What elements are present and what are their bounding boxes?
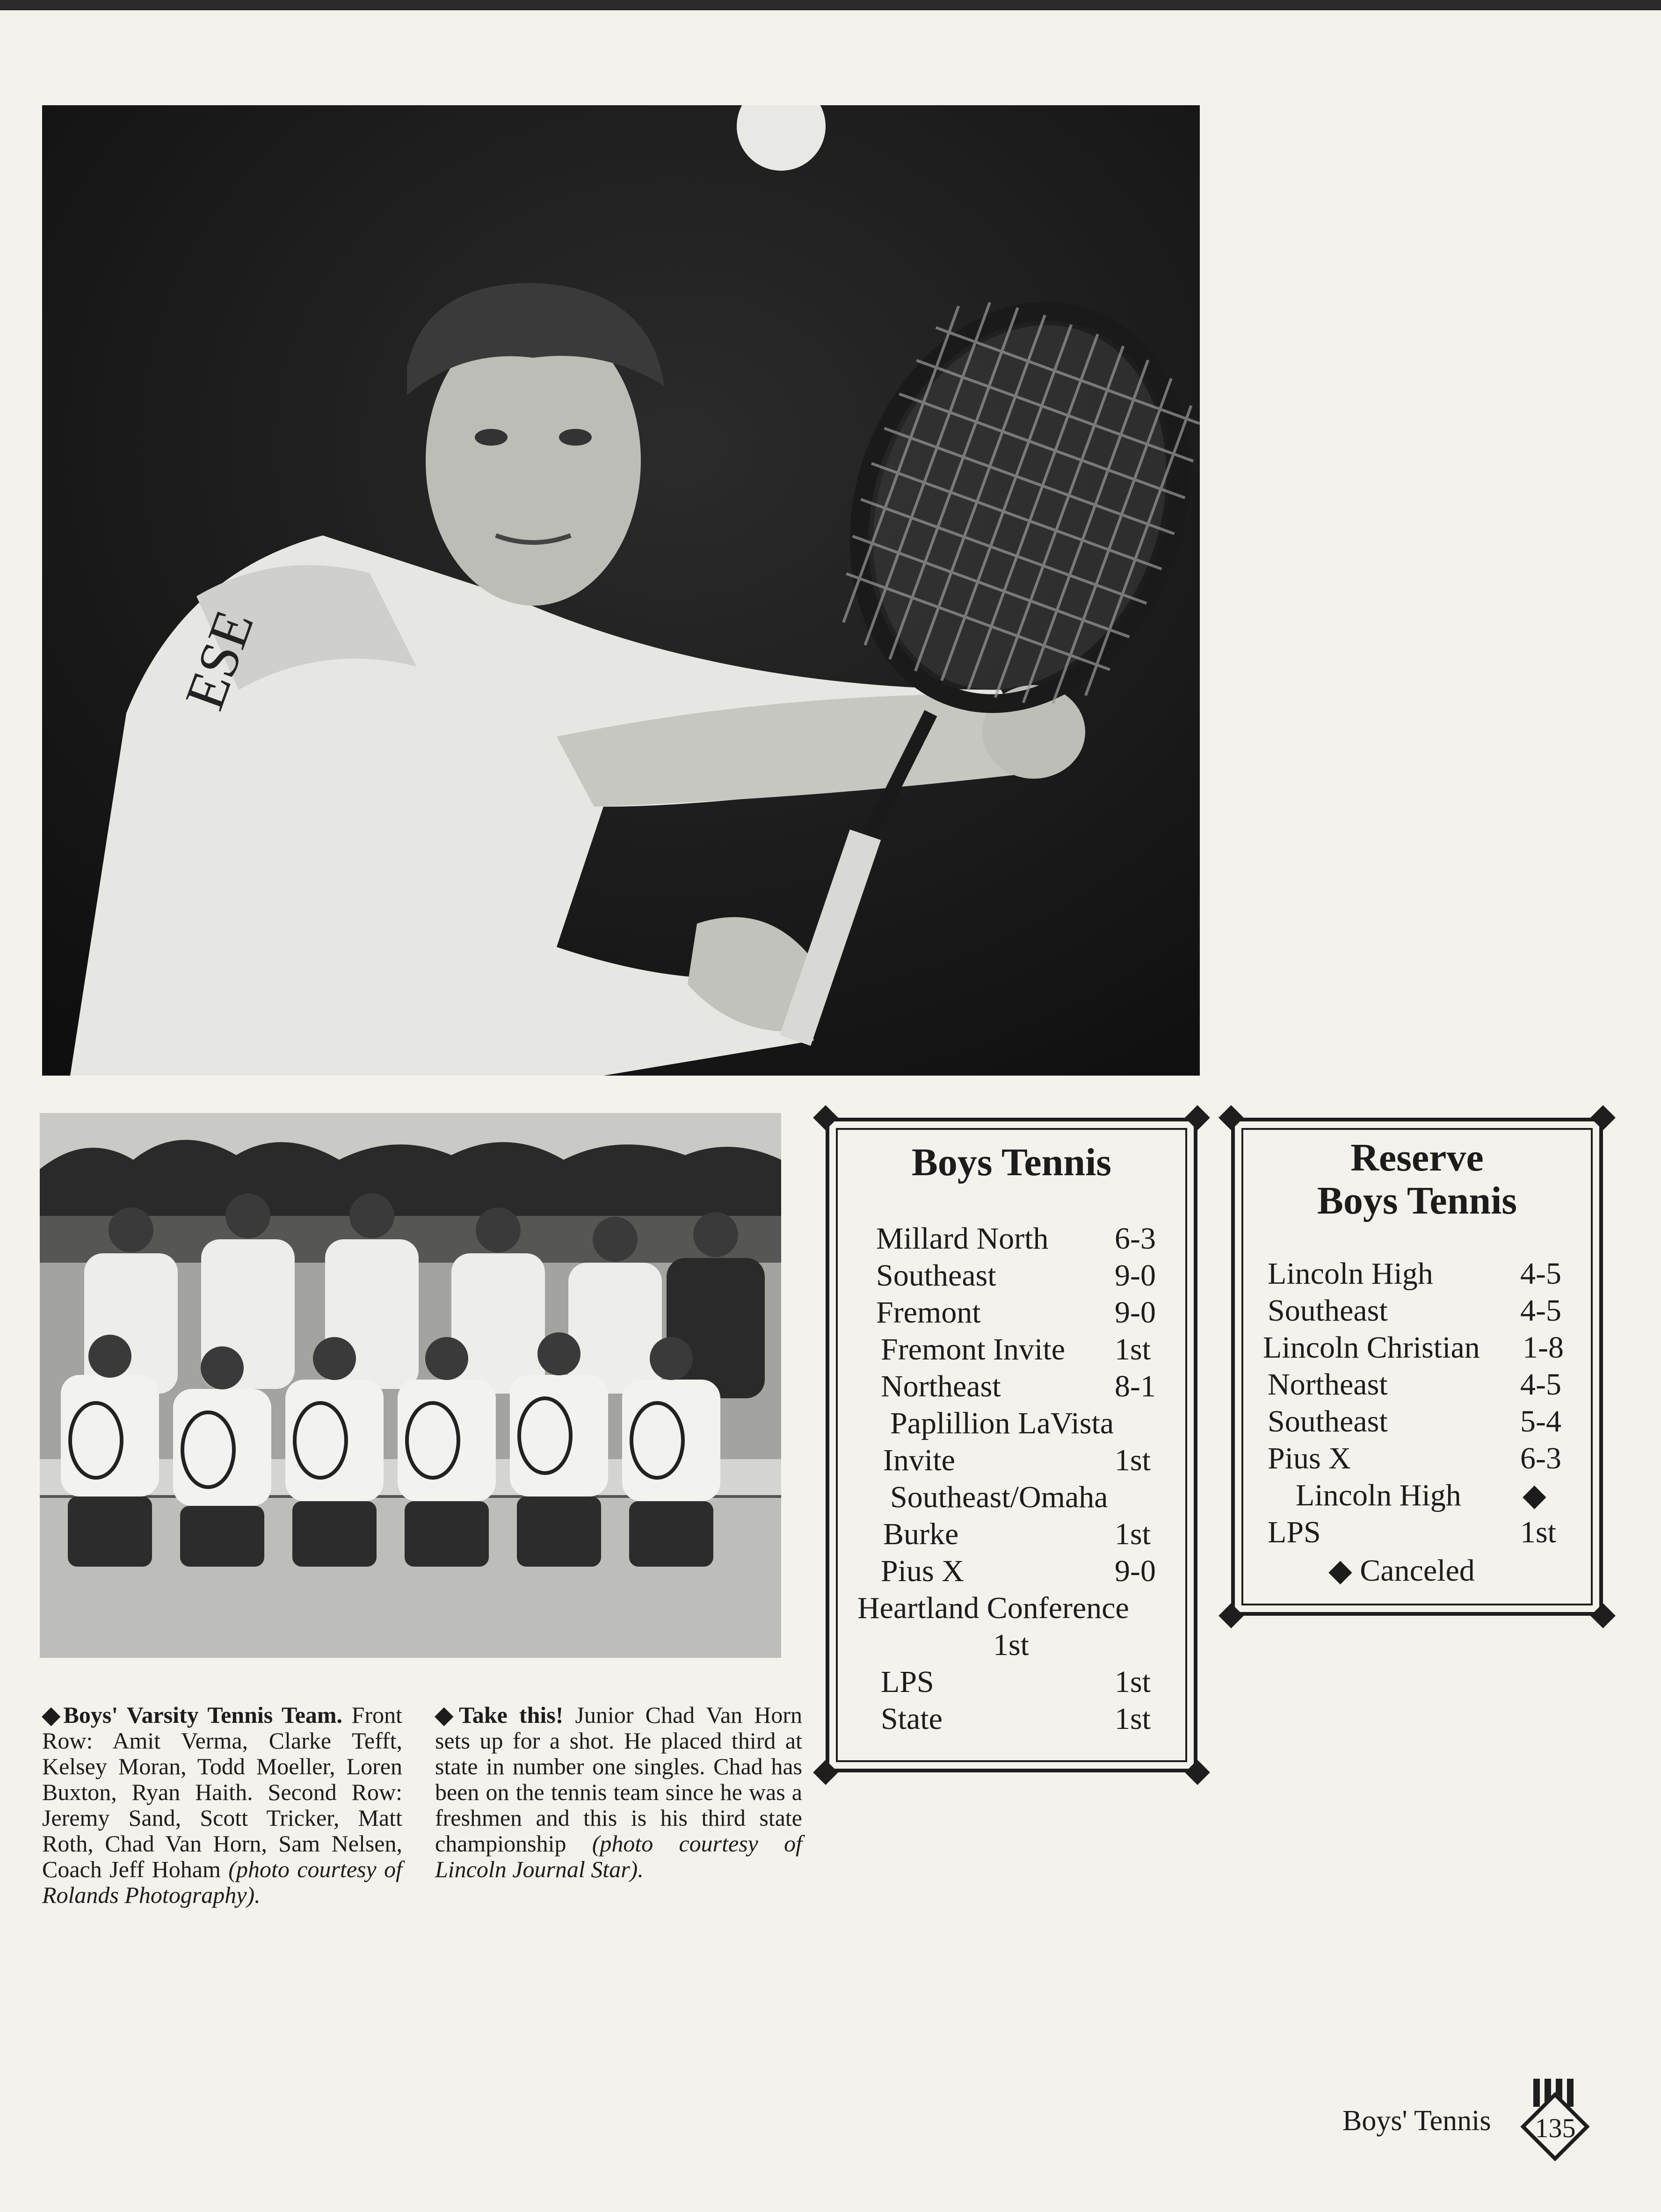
action-photo-caption xyxy=(435,1702,802,1882)
team-caption-credit: (photo courtesy of Rolands Photography). xyxy=(42,1856,402,1908)
shot-caption-body: Junior Chad Van Horn sets up for a shot. He placed third at state in number one singles. Chad has been on the tennis team since he was a freshmen and this is his third state championship xyxy=(435,1702,803,1857)
result-opponent: Invite xyxy=(883,1443,955,1477)
reserve-opponent: Southeast xyxy=(1268,1294,1388,1328)
reserve-tennis-results-box xyxy=(1231,1118,1603,1616)
player-photo-illustration xyxy=(42,105,1200,1076)
team-photo-caption xyxy=(42,1702,402,1908)
reserve-opponent: Southeast xyxy=(1268,1404,1388,1439)
reserve-opponent: LPS xyxy=(1268,1515,1321,1549)
result-score: 6-3 xyxy=(1115,1222,1156,1256)
reserve-score: 1st xyxy=(1520,1515,1557,1549)
reserve-score: 4-5 xyxy=(1520,1367,1561,1402)
result-score: 1st xyxy=(1115,1665,1151,1699)
reserve-title-line1: Reserve xyxy=(1350,1136,1484,1179)
shot-caption-credit: (photo courtesy of Lincoln Journal Star). xyxy=(435,1830,802,1882)
result-score: 9-0 xyxy=(1115,1295,1156,1330)
team-group-photo xyxy=(40,1113,781,1658)
result-opponent: 1st xyxy=(993,1628,1030,1662)
canceled-diamond-icon: ◆ xyxy=(1523,1478,1546,1512)
corner-diamond-icon xyxy=(1219,1105,1244,1130)
reserve-opponent: Lincoln Christian xyxy=(1263,1330,1480,1365)
reserve-score: 4-5 xyxy=(1520,1294,1561,1328)
svg-text:ESE: ESE xyxy=(173,602,266,717)
result-opponent: Millard North xyxy=(876,1222,1049,1256)
page-number: 135 xyxy=(1535,2113,1576,2143)
reserve-opponent: Northeast xyxy=(1268,1367,1388,1402)
corner-diamond-icon xyxy=(813,1105,838,1130)
reserve-score: 1-8 xyxy=(1523,1330,1564,1365)
result-score: 1st xyxy=(1115,1332,1151,1366)
result-score: 1st xyxy=(1115,1517,1151,1551)
corner-diamond-icon xyxy=(1185,1760,1210,1785)
result-opponent: Southeast/Omaha xyxy=(890,1480,1108,1514)
page-number-badge xyxy=(1520,2079,1590,2168)
top-edge-bar xyxy=(0,0,1661,10)
reserve-score: 5-4 xyxy=(1520,1404,1561,1439)
result-score: 1st xyxy=(1115,1443,1151,1477)
corner-diamond-icon xyxy=(1590,1105,1616,1130)
corner-diamond-icon xyxy=(1219,1603,1244,1628)
boys-tennis-title: Boys Tennis xyxy=(911,1141,1112,1184)
result-score: 8-1 xyxy=(1115,1369,1156,1403)
team-photo-illustration xyxy=(40,1113,781,1658)
team-caption-body: Front Row: Amit Verma, Clarke Tefft, Kelsey Moran, Todd Moeller, Loren Buxton, Ryan Haith. Second Row: Jeremy Sand, Scott Tricker, Matt Roth, Chad Van Horn, Sam Nelsen, Coach Jeff Hoham xyxy=(42,1702,402,1882)
result-opponent: Heartland Conference xyxy=(857,1591,1129,1625)
result-opponent: Fremont Invite xyxy=(881,1332,1066,1366)
reserve-score: 6-3 xyxy=(1520,1441,1561,1475)
result-opponent: Fremont xyxy=(876,1295,981,1330)
reserve-opponent: Lincoln High xyxy=(1296,1478,1461,1512)
corner-diamond-icon xyxy=(1590,1603,1616,1628)
corner-diamond-icon xyxy=(1185,1105,1210,1130)
result-opponent: Burke xyxy=(883,1517,959,1551)
section-footer-label: Boys' Tennis xyxy=(1342,2105,1491,2137)
player-action-photo xyxy=(42,105,1200,1076)
result-opponent: Pius X xyxy=(881,1554,964,1588)
reserve-opponent: Lincoln High xyxy=(1268,1257,1433,1291)
result-opponent: State xyxy=(881,1702,943,1736)
result-row xyxy=(876,1222,1048,1256)
canceled-legend: ◆ Canceled xyxy=(1328,1554,1475,1588)
result-score: 1st xyxy=(1115,1702,1151,1736)
result-opponent: Southeast xyxy=(876,1258,996,1293)
result-score: 9-0 xyxy=(1115,1554,1156,1588)
result-opponent: LPS xyxy=(881,1665,934,1699)
result-opponent: Northeast xyxy=(881,1369,1001,1403)
shot-caption-lead: ◆Take this! xyxy=(435,1702,564,1728)
team-caption-lead: ◆Boys' Varsity Tennis Team. xyxy=(42,1702,343,1728)
reserve-title-line2: Boys Tennis xyxy=(1317,1179,1517,1222)
corner-diamond-icon xyxy=(813,1760,838,1785)
boys-tennis-results-box xyxy=(826,1118,1197,1772)
reserve-opponent: Pius X xyxy=(1268,1441,1351,1475)
result-score: 9-0 xyxy=(1115,1258,1156,1293)
result-opponent: Paplillion LaVista xyxy=(890,1406,1114,1440)
reserve-score: 4-5 xyxy=(1520,1257,1561,1291)
